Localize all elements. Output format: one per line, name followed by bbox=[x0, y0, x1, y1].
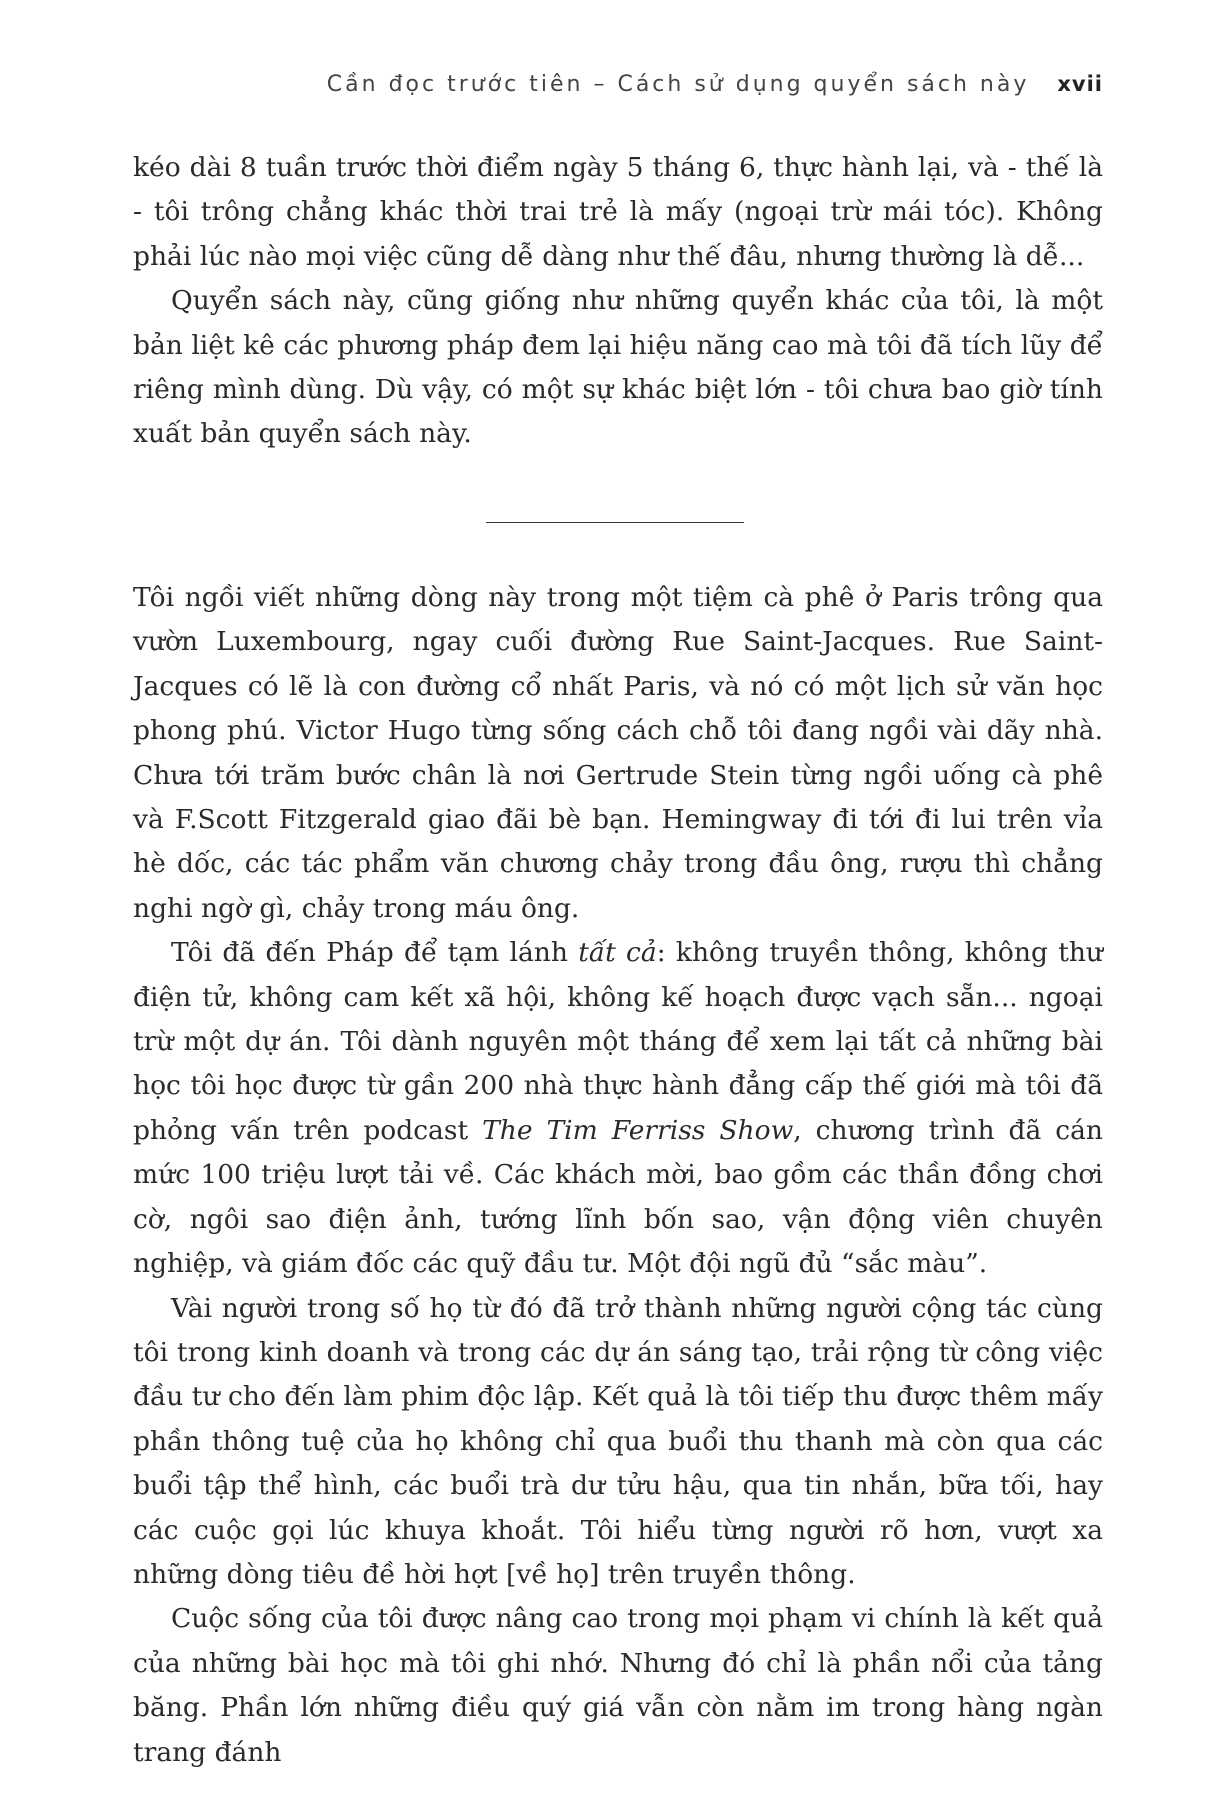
paragraph: Vài người trong số họ từ đó đã trở thành những người cộng tác cùng tôi trong kinh doanh và trong các dự án sáng tạo, trải rộng từ công việc đầu tư cho đến làm phim độc lập. Kết quả là tôi tiếp thu được thêm mấy phần thông tuệ của họ không chỉ qua buổi thu thanh mà còn qua các buổi tập thể hình, các buổi trà dư tửu hậu, qua tin nhắn, bữa tối, hay các cuộc gọi lúc khuya khoắt. Tôi hiểu từng người rõ hơn, vượt xa những dòng tiêu đề hời hợt [về họ] trên truyền thông. bbox=[133, 1292, 1103, 1590]
paragraph-text: : không truyền thông, không thư điện tử, không cam kết xã hội, không kế hoạch được vạch sẵn... ngoại trừ một dự án. Tôi dành nguyên một tháng để xem lại tất cả những bài học tôi học được từ gần 200 nhà thực hành đẳng cấp thế giới mà tôi đã phỏng vấn trên podcast bbox=[133, 937, 1103, 1146]
paragraph: Tôi ngồi viết những dòng này trong một tiệm cà phê ở Paris trông qua vườn Luxembourg, ngay cuối đường Rue Saint-Jacques. Rue Saint-Jacques có lẽ là con đường cổ nhất Paris, và nó có một lịch sử văn học phong phú. Victor Hugo từng sống cách chỗ tôi đang ngồi vài dãy nhà. Chưa tới trăm bước chân là nơi Gertrude Stein từng ngồi uống cà phê và F.Scott Fitzgerald giao đãi bè bạn. Hemingway đi tới đi lui trên vỉa hè dốc, các tác phẩm văn chương chảy trong đầu ông, rượu thì chẳng nghi ngờ gì, chảy trong máu ông. bbox=[133, 582, 1103, 924]
section-divider bbox=[486, 522, 744, 523]
paragraph: Quyển sách này, cũng giống như những quyển khác của tôi, là một bản liệt kê các phương pháp đem lại hiệu năng cao mà tôi đã tích lũy để riêng mình dùng. Dù vậy, có một sự khác biệt lớn - tôi chưa bao giờ tính xuất bản quyển sách này. bbox=[133, 285, 1103, 450]
paragraph-continued: kéo dài 8 tuần trước thời điểm ngày 5 tháng 6, thực hành lại, và - thế là - tôi trông chẳng khác thời trai trẻ là mấy (ngoại trừ mái tóc). Không phải lúc nào mọi việc cũng dễ dàng như thế đâu, nhưng thường là dễ... bbox=[133, 152, 1103, 272]
paragraph: Cuộc sống của tôi được nâng cao trong mọi phạm vi chính là kết quả của những bài học mà tôi ghi nhớ. Nhưng đó chỉ là phần nổi của tảng băng. Phần lớn những điều quý giá vẫn còn nằm im trong hàng ngàn trang đánh bbox=[133, 1603, 1103, 1768]
paragraph-text: , chương trình đã cán mức 100 triệu lượt tải về. Các khách mời, bao gồm các thần đồng chơi cờ, ngôi sao điện ảnh, tướng lĩnh bốn sao, vận động viên chuyên nghiệp, và giám đốc các quỹ đầu tư. Một đội ngũ đủ “sắc màu”. bbox=[133, 1114, 1104, 1280]
text-block-2 bbox=[133, 576, 1103, 1775]
chapter-title: Cần đọc trước tiên – Cách sử dụng quyển sách này bbox=[326, 72, 1030, 97]
emphasis-text: tất cả bbox=[578, 937, 657, 969]
paragraph bbox=[133, 931, 1103, 1286]
page-number: xvii bbox=[1057, 72, 1103, 96]
running-header bbox=[133, 72, 1103, 102]
paragraph-text: Tôi đã đến Pháp để tạm lánh bbox=[171, 937, 579, 969]
text-block-1 bbox=[133, 146, 1103, 457]
podcast-title: The Tim Ferriss Show bbox=[482, 1114, 794, 1146]
